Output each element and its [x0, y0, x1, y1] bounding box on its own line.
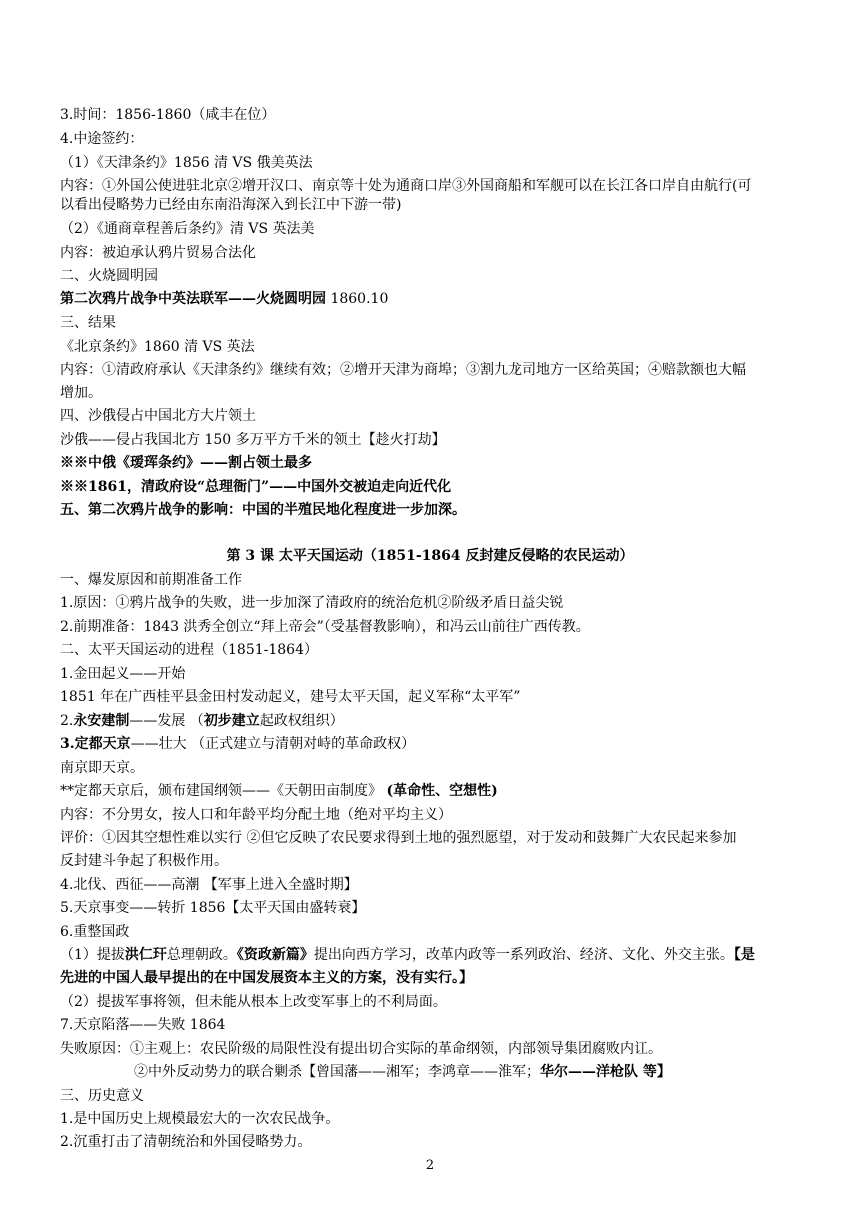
text-line: （2）《通商章程善后条约》清 VS 英法美 — [60, 221, 315, 237]
text-line: 失败原因：①主观上：农民阶级的局限性没有提出切合实际的革命纲领，内部领导集团腐败内讧。 — [60, 1041, 662, 1057]
text-segment: ②中外反动势力的联合剿杀【曾国藩——湘军；李鸿章——淮军； — [134, 1064, 540, 1080]
text-line: 1.原因：①鸦片战争的失败，进一步加深了清政府的统治危机②阶级矛盾日益尖锐 — [60, 595, 564, 611]
text-line: 2.沉重打击了清朝统治和外国侵略势力。 — [60, 1134, 312, 1150]
text-segment: 总理朝政。 — [166, 947, 237, 963]
text-line: 反封建斗争起了积极作用。 — [60, 853, 228, 869]
text-segment: ——发展 （ — [129, 713, 204, 729]
section-heading: 一、爆发原因和前期准备工作 — [60, 572, 242, 588]
item-number: 2. — [60, 713, 74, 729]
text-line: 增加。 — [60, 385, 102, 401]
key-point: ※※1861，清政府设“总理衙门”——中国外交被迫走向近代化 — [60, 479, 452, 495]
text-line: 内容：①外国公使进驻北京②增开汉口、南京等十处为通商口岸③外国商船和军舰可以在长江各口岸自由航行(可 — [60, 178, 752, 194]
bold-text: 永安建制 — [73, 713, 130, 729]
text-segment: （1）提拔 — [60, 947, 125, 963]
section-heading: 三、结果 — [60, 315, 116, 331]
text-line: 南京即天京。 — [60, 760, 144, 776]
text-line: 6.重整国政 — [60, 924, 130, 940]
text-line — [60, 290, 388, 308]
section-heading: 二、太平天国运动的进程（1851-1864） — [60, 642, 318, 658]
key-point: ※※中俄《瑷珲条约》——割占领土最多 — [60, 455, 312, 471]
date-text: 1860.10 — [330, 291, 389, 307]
text-line: 沙俄——侵占我国北方 150 多万平方千米的领土【趁火打劫】 — [60, 432, 446, 448]
text-line — [134, 1063, 671, 1081]
section-heading: 二、火烧圆明园 — [60, 268, 158, 284]
text-line: 内容：被迫承认鸦片贸易合法化 — [60, 245, 256, 261]
page-number: 2 — [425, 1158, 435, 1173]
bold-text: 3.定都天京 — [60, 736, 131, 752]
text-line: 先进的中国人最早提出的在中国发展资本主义的方案，没有实行。】 — [60, 970, 473, 986]
section-heading: 五、第二次鸦片战争的影响：中国的半殖民地化程度进一步加深。 — [60, 502, 466, 518]
text-line: 4.北伐、西征——高潮 【军事上进入全盛时期】 — [60, 877, 358, 893]
text-line: 7.天京陷落——失败 1864 — [60, 1017, 226, 1033]
text-line: 5.天京事变——转折 1856【太平天国由盛转衰】 — [60, 900, 366, 916]
bold-text: 洪仁玕 — [124, 947, 167, 963]
text-segment: **定都天京后，颁布建国纲领——《天朝田亩制度》 — [60, 783, 382, 799]
bold-text: 初步建立 — [203, 713, 260, 729]
text-line: 3.时间：1856-1860（咸丰在位） — [60, 107, 276, 123]
text-line: 内容：不分男女，按人口和年龄平均分配土地（绝对平均主义） — [60, 807, 452, 823]
text-line: （1）《天津条约》1856 清 VS 俄美英法 — [60, 155, 313, 171]
bold-text: 等】 — [638, 1064, 671, 1080]
text-segment: 提出向西方学习，改革内政等一系列政治、经济、文化、外交主张。 — [313, 947, 734, 963]
text-line: 1.是中国历史上规模最宏大的一次农民战争。 — [60, 1111, 340, 1127]
text-line: 评价：①因其空想性难以实行 ②但它反映了农民要求得到土地的强烈愿望，对于发动和鼓舞广大农民起来参加 — [60, 830, 737, 846]
text-line: 《北京条约》1860 清 VS 英法 — [60, 339, 255, 355]
text-line: 4.中途签约： — [60, 131, 144, 147]
bold-text: 【是 — [733, 947, 755, 963]
text-line: （2）提拔军事将领，但未能从根本上改变军事上的不利局面。 — [60, 994, 447, 1010]
text-line: 2.前期准备：1843 洪秀全创立“拜上帝会”（受基督教影响），和冯云山前往广西传教。 — [60, 619, 590, 635]
text-line — [60, 735, 415, 753]
text-line: 以看出侵略势力已经由东南沿海深入到长江中下游一带) — [60, 197, 402, 213]
text-line — [60, 782, 498, 800]
section-heading: 四、沙俄侵占中国北方大片领土 — [60, 408, 256, 424]
text-segment: ——壮大 （正式建立与清朝对峙的革命政权） — [130, 736, 416, 752]
section-heading: 三、历史意义 — [60, 1088, 144, 1104]
text-line: 1851 年在广西桂平县金田村发动起义，建号太平天国，起义军称“太平军” — [60, 689, 521, 705]
text-line: 内容：①清政府承认《天津条约》继续有效；②增开天津为商埠；③割九龙司地方一区给英国；④赔款额也大幅 — [60, 362, 746, 378]
bold-text: 华尔——洋枪队 — [540, 1064, 638, 1080]
bold-text: 《资政新篇》 — [236, 947, 314, 963]
text-segment: 起政权组织） — [259, 713, 344, 729]
text-line: 1.金田起义——开始 — [60, 666, 186, 682]
bold-text: (革命性、空想性) — [386, 783, 498, 799]
text-line — [60, 712, 344, 730]
bold-text: 第二次鸦片战争中英法联军——火烧圆明园 — [60, 291, 326, 307]
text-line — [60, 946, 755, 964]
lesson-title: 第 3 课 太平天国运动（1851-1864 反封建反侵略的农民运动） — [226, 548, 634, 564]
